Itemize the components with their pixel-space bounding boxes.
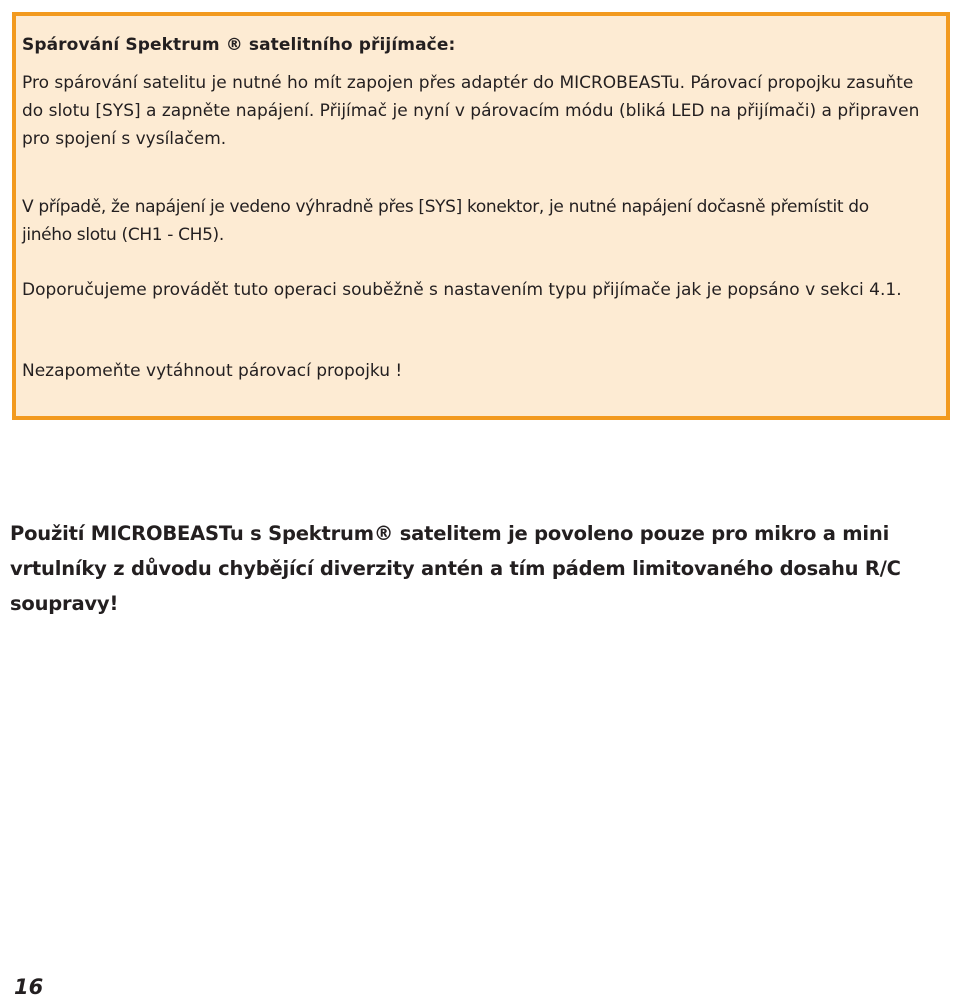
note-paragraph-recommendation: Doporučujeme provádět tuto operaci souběžně s nastavením typu přijímače jak je popsáno v sekci 4.1.: [22, 280, 902, 300]
note-paragraph-pairing: Pro spárování satelitu je nutné ho mít zapojen přes adaptér do MICROBEASTu. Párovací propojku zasuňte do slotu [SYS] a zapněte napájení. Přijímač je nyní v párovacím módu (bliká LED na přijímači) a připraven pro spojení s vysílačem.: [22, 73, 920, 149]
note-heading: Spárování Spektrum ® satelitního přijímače:: [22, 35, 456, 55]
page-number: 16: [14, 975, 44, 999]
note-paragraph-reminder: Nezapomeňte vytáhnout párovací propojku !: [22, 361, 403, 381]
usage-warning: Použití MICROBEASTu s Spektrum® satelitem je povoleno pouze pro mikro a mini vrtulníky z důvodu chybějící diverzity antén a tím pádem limitovaného dosahu R/C soupravy!: [10, 522, 901, 615]
note-paragraph-power: V případě, že napájení je vedeno výhradně přes [SYS] konektor, je nutné napájení dočasně přemístit do jiného slotu (CH1 - CH5).: [22, 197, 869, 245]
